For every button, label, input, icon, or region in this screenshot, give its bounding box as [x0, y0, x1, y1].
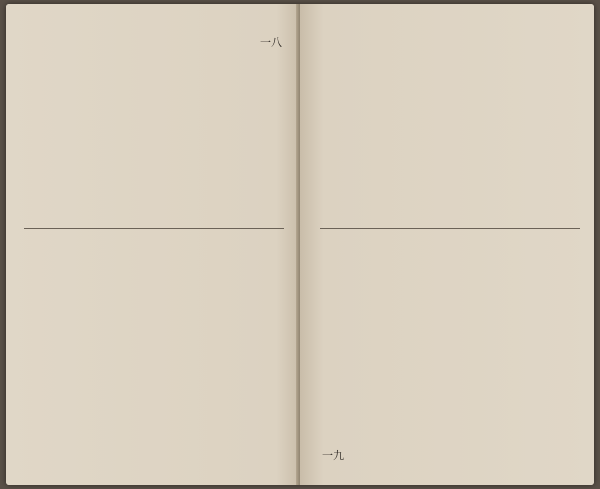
right-column-divider [320, 228, 580, 229]
left-upper-text-block [24, 30, 284, 220]
right-page-number: 一九 [322, 449, 344, 462]
left-column-divider [24, 228, 284, 229]
left-lower-text-block [24, 240, 284, 450]
right-upper-text-block [320, 30, 580, 220]
right-page [300, 4, 594, 485]
left-page-number: 一八 [260, 36, 282, 49]
left-page [6, 4, 300, 485]
book-spread [6, 4, 594, 485]
right-lower-text-block [320, 240, 580, 450]
